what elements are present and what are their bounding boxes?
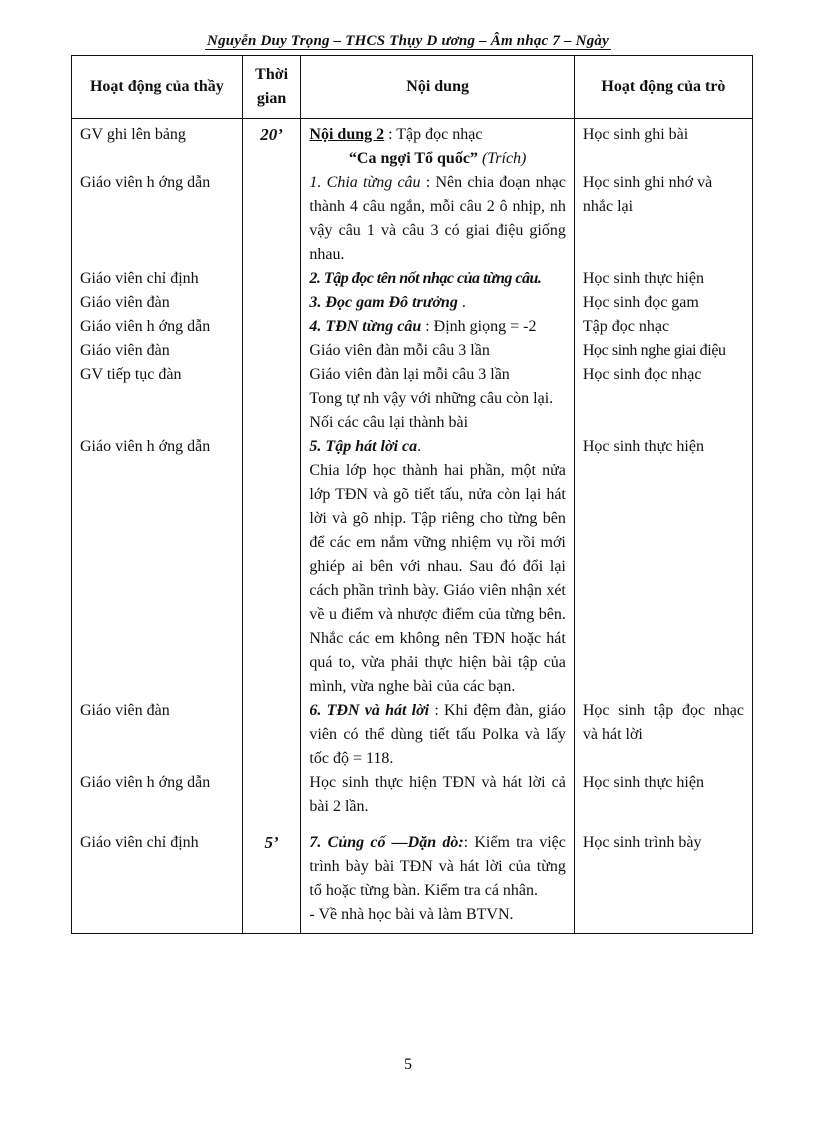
content-cell: [301, 267, 574, 435]
teacher-activity: Giáo viên đàn: [80, 342, 170, 359]
content-line: Nối các câu lại thành bài: [309, 414, 469, 431]
student-cell: [574, 819, 752, 934]
page-number: 5: [404, 1056, 412, 1073]
step-2: 2. Tập đọc tên nốt nhạc của từng câu.: [309, 270, 542, 287]
student-activity: Học sinh đọc gam: [582, 294, 699, 311]
page-header-text: Nguyễn Duy Trọng – THCS Thụy D ương – Âm nhạc 7 – Ngày: [207, 33, 609, 49]
step-3: 3. Đọc gam Đô trưởng: [309, 294, 458, 311]
table-row: [72, 699, 753, 771]
teacher-cell: [72, 119, 243, 172]
song-note: (Trích): [477, 150, 527, 167]
teacher-activity: Giáo viên chỉ định: [80, 270, 199, 287]
teacher-activity: Giáo viên h ớng dẫn: [80, 318, 211, 335]
teacher-activity: GV tiếp tục đàn: [80, 366, 182, 383]
student-activity: Học sinh ghi nhớ và nhắc lại: [582, 174, 713, 215]
student-activity: Học sinh tập đọc nhạc và hát lời: [582, 702, 744, 743]
teacher-activity: Giáo viên đàn: [80, 294, 170, 311]
teacher-cell: [72, 699, 243, 771]
content-line: Giáo viên đàn lại mỗi câu 3 lần: [309, 366, 510, 383]
table-row: [72, 435, 753, 699]
time-cell: 5’: [242, 819, 301, 934]
time-cell: [242, 435, 301, 699]
teacher-cell: [72, 171, 243, 267]
student-activity: Học sinh đọc nhạc: [582, 366, 702, 383]
step-label-end: .: [417, 438, 422, 455]
teacher-cell: [72, 435, 243, 699]
step-4-label: 4. TĐN từng câu: [309, 318, 422, 335]
student-cell: [574, 771, 752, 819]
header-student: Hoạt động của trò: [574, 56, 752, 119]
time-cell: [242, 771, 301, 819]
teacher-cell: [72, 819, 243, 934]
student-activity: Học sinh thực hiện: [582, 438, 704, 455]
teacher-activity: Giáo viên đàn: [80, 702, 170, 719]
content-cell: [301, 435, 574, 699]
header-time: Thời gian: [242, 56, 301, 119]
teacher-activity: Giáo viên h ớng dẫn: [80, 438, 211, 455]
student-activity: Học sinh thực hiện: [582, 774, 704, 791]
step-label: 6. TĐN và hát lời: [309, 702, 430, 719]
table-row: [72, 267, 753, 435]
step-label: 1. Chia từng câu: [309, 174, 421, 191]
student-activity: Học sinh trình bày: [582, 834, 702, 851]
content-cell: [301, 119, 574, 172]
content-line: Tong tự nh vậy với những câu còn lại.: [309, 390, 554, 407]
step-label: 5. Tập hát lời ca: [309, 438, 418, 455]
step-label: 7. Củng cố —Dặn dò:: [309, 834, 464, 851]
time-cell: [242, 699, 301, 771]
page-header: [0, 33, 816, 50]
student-activity: Học sinh thực hiện: [582, 270, 704, 287]
teacher-activity: Giáo viên h ớng dẫn: [80, 174, 211, 191]
content-title: Nội dung 2: [309, 126, 385, 143]
student-cell: [574, 171, 752, 267]
time-cell: [242, 171, 301, 267]
teacher-activity: GV ghi lên bảng: [80, 126, 186, 143]
student-cell: [574, 119, 752, 172]
step-text: Học sinh thực hiện TĐN và hát lời cả bài 2 lần.: [309, 774, 566, 815]
content-line: Giáo viên đàn mỗi câu 3 lần: [309, 342, 490, 359]
song-title: “Ca ngợi Tổ quốc”: [348, 150, 478, 167]
table-row: [72, 119, 753, 172]
table-row: [72, 819, 753, 934]
table-row: [72, 771, 753, 819]
homework-line: - Về nhà học bài và làm BTVN.: [309, 906, 514, 923]
content-cell: [301, 699, 574, 771]
step-text: : Khi đệm đàn, giáo viên có thể dùng tiết tấu Polka và lấy tốc độ = 118.: [309, 702, 566, 767]
lesson-table: [71, 55, 753, 934]
content-cell: [301, 771, 574, 819]
student-cell: [574, 267, 752, 435]
time-cell: 20’: [242, 119, 301, 172]
step-text: : Kiểm tra việc trình bày bài TĐN và hát lời của từng tổ hoặc từng bàn. Kiểm tra cá nhân.: [309, 834, 566, 899]
step-text: : Nên chia đoạn nhạc thành 4 câu ngắn, mỗi câu 2 ô nhịp, nh vậy câu 1 và câu 3 có giai điệu giống nhau.: [309, 174, 566, 263]
header-content: Nội dung: [301, 56, 574, 119]
time-cell: [242, 267, 301, 435]
step-3-end: .: [457, 294, 466, 311]
step-4-text: : Định giọng = -2: [421, 318, 537, 335]
student-activity: Học sinh nghe giai điệu: [582, 342, 726, 359]
student-activity: Học sinh ghi bài: [582, 126, 689, 143]
header-teacher: Hoạt động của thầy: [72, 56, 243, 119]
teacher-activity: Giáo viên chỉ định: [80, 834, 199, 851]
content-cell: [301, 171, 574, 267]
step-text: Chia lớp học thành hai phần, một nửa lớp TĐN và gõ tiết tấu, nửa còn lại hát lời và gõ nhịp. Tập riêng cho từng bên để các em nắm vững nhiệm vụ rồi mới ghiép ai bên với nhau. Sau đó đổi lại cách phần trình bày. Giáo viên nhận xét về u điểm và nhược điểm của từng bên. Nhắc các em không nên TĐN hoặc hát quá to, vừa phải thực hiện bài tập của mình, vừa nghe bài của các bạn.: [309, 462, 566, 695]
table-row: [72, 171, 753, 267]
student-activity: Tập đọc nhạc: [582, 318, 670, 335]
table-header-row: [72, 56, 753, 119]
teacher-activity: Giáo viên h ớng dẫn: [80, 774, 211, 791]
student-cell: [574, 699, 752, 771]
student-cell: [574, 435, 752, 699]
content-title-rest: : Tập đọc nhạc: [384, 126, 483, 143]
content-cell: [301, 819, 574, 934]
teacher-cell: [72, 771, 243, 819]
teacher-cell: [72, 267, 243, 435]
